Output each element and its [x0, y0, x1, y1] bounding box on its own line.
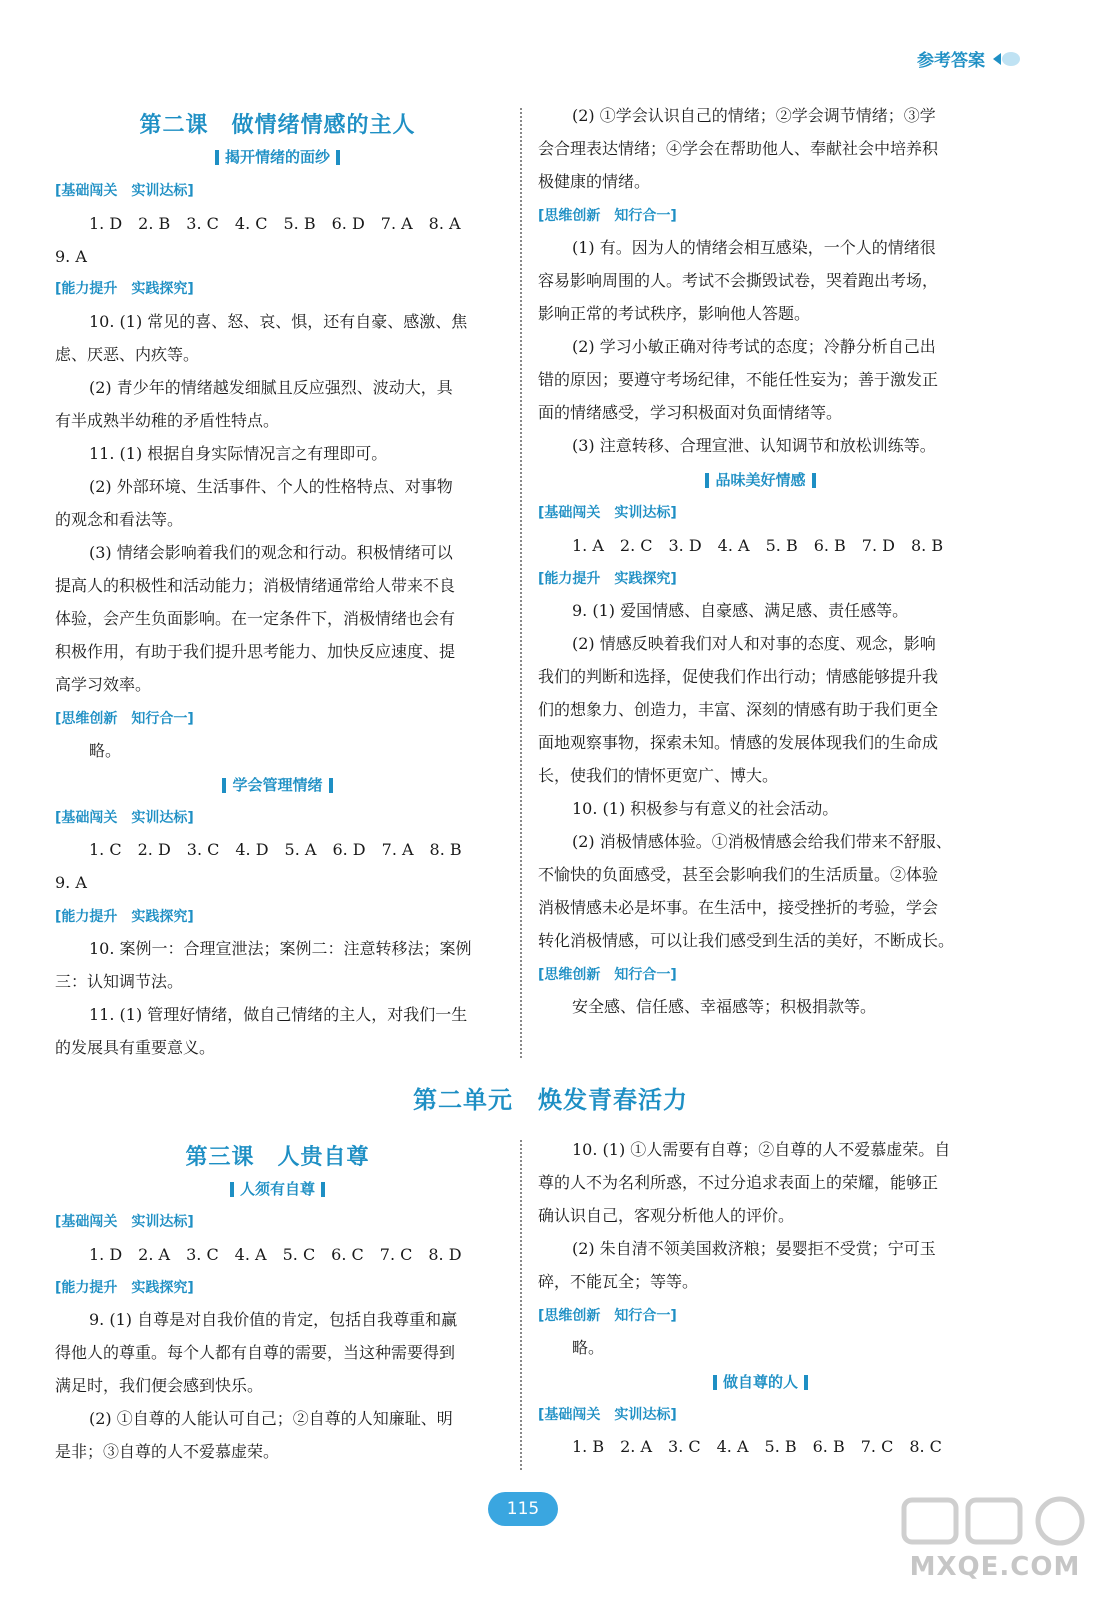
answers-line: 9. A	[55, 247, 87, 266]
section-bar-left	[713, 1375, 717, 1390]
text-line: (2) 学习小敏正确对待考试的态度；冷静分析自己出	[572, 337, 936, 356]
text-line: 略。	[572, 1338, 605, 1357]
text-line: (2) ①学会认识自己的情绪；②学会调节情绪；③学	[572, 106, 936, 125]
text-line: (2) 情感反映着我们对人和对事的态度、观念，影响	[572, 634, 936, 653]
section-title-emotions: 揭开情绪的面纱	[55, 146, 500, 167]
bottom-left-column	[55, 1135, 500, 1475]
header-answer-tag	[917, 46, 1021, 71]
answers-line: 1. D 2. A 3. C 4. A 5. C 6. C 7. C 8. D	[89, 1245, 462, 1264]
text-line: (2) 消极情感体验。①消极情感会给我们带来不舒服、	[572, 832, 952, 851]
text-line: 三：认知调节法。	[55, 972, 184, 991]
tag-ability: [能力提升 实践探究]	[55, 909, 194, 925]
section-title-feelings: 品味美好情感	[538, 469, 983, 490]
top-left-column	[55, 100, 500, 1070]
tag-basic: [基础闯关 实训达标]	[55, 1214, 194, 1230]
tag-ability: [能力提升 实践探究]	[55, 1280, 194, 1296]
text-line: (2) ①自尊的人能认可自己；②自尊的人知廉耻、明	[89, 1409, 453, 1428]
page-number: 115	[488, 1492, 558, 1526]
top-right-column	[538, 100, 983, 1070]
text-line: 长，使我们的情怀更宽广、博大。	[538, 766, 779, 785]
watermark	[900, 1496, 1090, 1592]
answers-line: 1. A 2. C 3. D 4. A 5. B 6. B 7. D 8. B	[572, 536, 944, 555]
text-line: 影响正常的考试秩序，影响他人答题。	[538, 304, 811, 323]
text-line: 10. (1) 积极参与有意义的社会活动。	[572, 799, 839, 818]
text-line: 的观念和看法等。	[55, 510, 184, 529]
section-title-be-self-respecting: 做自尊的人	[538, 1371, 983, 1392]
unit-title: 第二单元 焕发青春活力	[413, 1086, 688, 1114]
text-line: 11. (1) 管理好情绪，做自己情绪的主人，对我们一生	[89, 1005, 468, 1024]
text-line: 高学习效率。	[55, 675, 152, 694]
section-title-self-respect: 人须有自尊	[55, 1178, 500, 1199]
text-line: 容易影响周围的人。考试不会撕毁试卷，哭着跑出考场，	[538, 271, 939, 290]
lesson-3-title: 第三课 人贵自尊	[185, 1145, 370, 1170]
section-title-manage-emotions: 学会管理情绪	[55, 774, 500, 795]
section-bar-right	[329, 778, 333, 793]
text-line: (2) 朱自清不领美国救济粮；晏婴拒不受赏；宁可玉	[572, 1239, 936, 1258]
section-bar-right	[321, 1182, 325, 1197]
text-line: 会合理表达情绪；④学会在帮助他人、奉献社会中培养积	[538, 139, 939, 158]
answers-line: 1. D 2. B 3. C 4. C 5. B 6. D 7. A 8. A	[89, 214, 461, 233]
answers-line: 1. C 2. D 3. C 4. D 5. A 6. D 7. A 8. B	[89, 840, 462, 859]
section-bar-right	[804, 1375, 808, 1390]
section-bar-right	[812, 473, 816, 488]
text-line: 9. (1) 爱国情感、自豪感、满足感、责任感等。	[572, 601, 909, 620]
text-line: 10. (1) 常见的喜、怒、哀、惧，还有自豪、感激、焦	[89, 312, 468, 331]
section-bar-left	[222, 778, 226, 793]
header-arrow-icon	[991, 51, 1021, 67]
text-line: 虑、厌恶、内疚等。	[55, 345, 200, 364]
text-line: 11. (1) 根据自身实际情况言之有理即可。	[89, 444, 388, 463]
section-bar-left	[705, 473, 709, 488]
text-line: 不愉快的负面感受，甚至会影响我们的生活质量。②体验	[538, 865, 939, 884]
text-line: 极健康的情绪。	[538, 172, 651, 191]
text-line: (3) 情绪会影响着我们的观念和行动。积极情绪可以	[89, 543, 453, 562]
answers-line: 1. B 2. A 3. C 4. A 5. B 6. B 7. C 8. C	[572, 1437, 942, 1456]
text-line: (2) 青少年的情绪越发细腻且反应强烈、波动大，具	[89, 378, 453, 397]
tag-basic: [基础闯关 实训达标]	[538, 1407, 677, 1423]
text-line: 碎，不能瓦全；等等。	[538, 1272, 699, 1291]
tag-ability: [能力提升 实践探究]	[55, 281, 194, 297]
section-bar-left	[230, 1182, 234, 1197]
section-bar-right	[336, 150, 340, 165]
text-line: 转化消极情感，可以让我们感受到生活的美好，不断成长。	[538, 931, 955, 950]
text-line: 面的情绪感受，学习积极面对负面情绪等。	[538, 403, 843, 422]
text-line: 提高人的积极性和活动能力；消极情绪通常给人带来不良	[55, 576, 456, 595]
text-line: 10. (1) ①人需要有自尊；②自尊的人不爱慕虚荣。自	[572, 1140, 951, 1159]
text-line: 是非；③自尊的人不爱慕虚荣。	[55, 1442, 280, 1461]
header-label: 参考答案	[917, 51, 985, 71]
text-line: 10. 案例一：合理宣泄法；案例二：注意转移法；案例	[89, 939, 472, 958]
section-bar-left	[215, 150, 219, 165]
tag-think: [思维创新 知行合一]	[538, 208, 677, 224]
tag-ability: [能力提升 实践探究]	[538, 571, 677, 587]
answers-line: 9. A	[55, 873, 87, 892]
text-line: (1) 有。因为人的情绪会相互感染，一个人的情绪很	[572, 238, 936, 257]
text-line: 略。	[89, 741, 122, 760]
lesson-2-title: 第二课 做情绪情感的主人	[139, 113, 416, 138]
text-line: 安全感、信任感、幸福感等；积极捐款等。	[572, 997, 877, 1016]
column-divider-bottom	[520, 1140, 522, 1470]
watermark-logo-icon	[900, 1496, 1090, 1546]
text-line: 尊的人不为名利所惑，不过分追求表面上的荣耀，能够正	[538, 1173, 939, 1192]
text-line: 错的原因；要遵守考场纪律，不能任性妄为；善于激发正	[538, 370, 939, 389]
column-divider-top	[520, 108, 522, 1058]
tag-think: [思维创新 知行合一]	[538, 967, 677, 983]
text-line: 积极作用，有助于我们提升思考能力、加快反应速度、提	[55, 642, 456, 661]
watermark-site: MXQE.COM	[909, 1552, 1081, 1582]
text-line: 有半成熟半幼稚的矛盾性特点。	[55, 411, 280, 430]
text-line: 的发展具有重要意义。	[55, 1038, 216, 1057]
bottom-right-column	[538, 1135, 983, 1475]
text-line: 面地观察事物，探索未知。情感的发展体现我们的生命成	[538, 733, 939, 752]
tag-basic: [基础闯关 实训达标]	[55, 810, 194, 826]
text-line: 体验，会产生负面影响。在一定条件下，消极情绪也会有	[55, 609, 456, 628]
tag-basic: [基础闯关 实训达标]	[55, 183, 194, 199]
text-line: 得他人的尊重。每个人都有自尊的需要，当这种需要得到	[55, 1343, 456, 1362]
tag-think: [思维创新 知行合一]	[538, 1308, 677, 1324]
text-line: (3) 注意转移、合理宣泄、认知调节和放松训练等。	[572, 436, 936, 455]
text-line: (2) 外部环境、生活事件、个人的性格特点、对事物	[89, 477, 453, 496]
text-line: 消极情感未必是坏事。在生活中，接受挫折的考验，学会	[538, 898, 939, 917]
text-line: 满足时，我们便会感到快乐。	[55, 1376, 264, 1395]
tag-think: [思维创新 知行合一]	[55, 711, 194, 727]
tag-basic: [基础闯关 实训达标]	[538, 505, 677, 521]
text-line: 9. (1) 自尊是对自我价值的肯定，包括自我尊重和赢	[89, 1310, 458, 1329]
text-line: 们的想象力、创造力，丰富、深刻的情感有助于我们更全	[538, 700, 939, 719]
text-line: 我们的判断和选择，促使我们作出行动；情感能够提升我	[538, 667, 939, 686]
text-line: 确认识自己，客观分析他人的评价。	[538, 1206, 795, 1225]
